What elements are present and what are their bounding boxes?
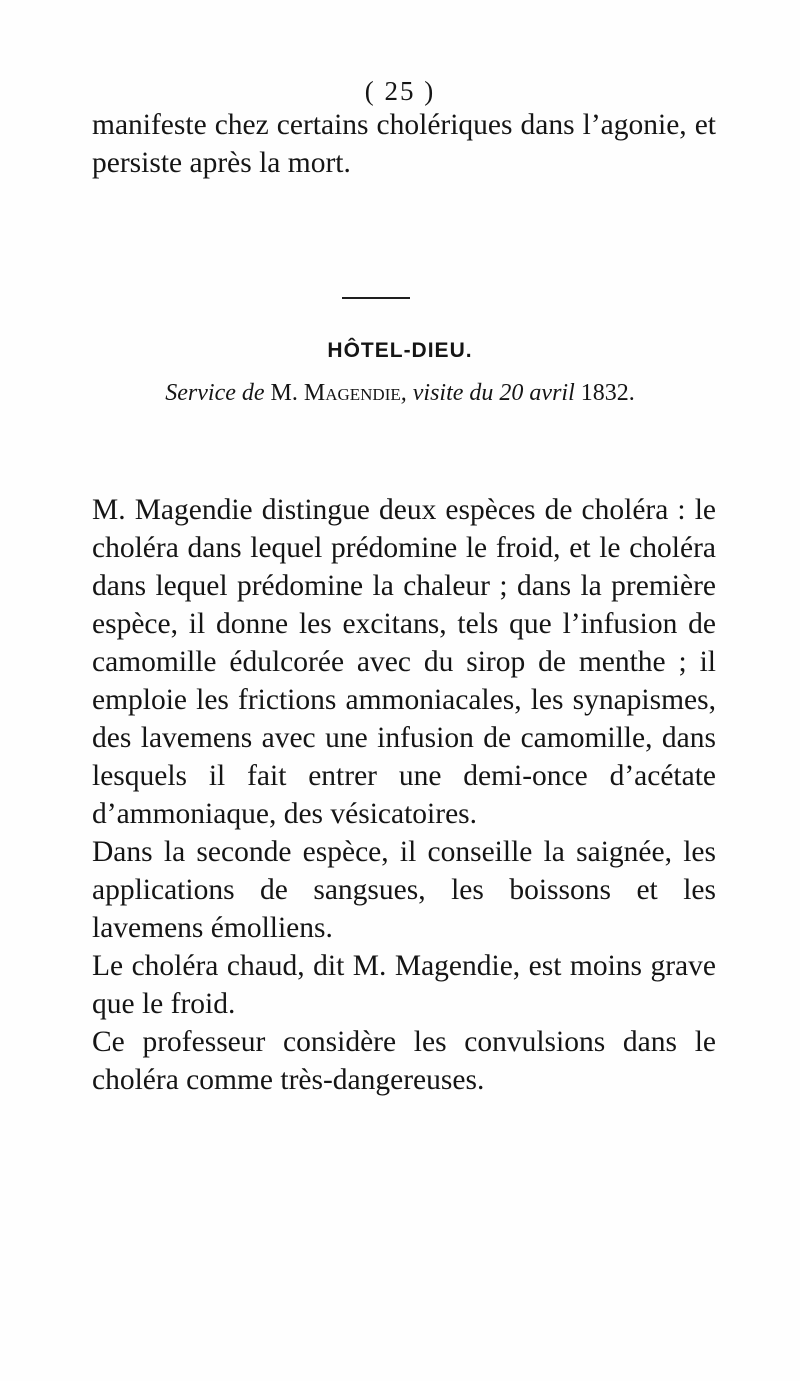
section-heading: HÔTEL-DIEU. — [327, 339, 473, 362]
service-prefix: Service de — [165, 380, 265, 406]
visit-date: , visite du 20 avril — [400, 380, 575, 406]
intro-text — [92, 106, 716, 182]
paragraph-convulsions: Ce professeur considère les convulsions dans le choléra comme très-dangereuses. — [92, 1026, 716, 1096]
intro-paragraph: manifeste chez certains cholériques dans l’agonie, et persiste après la mort. — [92, 109, 716, 179]
doctor-name: Magendie — [303, 380, 401, 406]
paragraph-hot-cholera: Le choléra chaud, dit M. Magendie, est moins grave que le froid. — [92, 950, 716, 1020]
section-divider — [342, 297, 410, 299]
doctor-prefix: M. — [270, 380, 298, 406]
paragraph-second-species: Dans la seconde espèce, il conseille la saignée, les applications de sangsues, les boissons et les lavemens émolliens. — [92, 836, 716, 944]
paragraph-species: M. Magendie distingue deux espèces de choléra : le choléra dans lequel prédomine le froid, et le choléra dans lequel prédomine la chaleur ; dans la première espèce, il donne les excitans, tels que l’infusion de camomille édulcorée avec du sirop de menthe ; il emploie les frictions ammoniacales, les synapismes, des lavemens avec une infusion de camomille, dans lesquels il fait entrer une demi-once d’acétate d’ammoniaque, des vésicatoires. — [92, 494, 716, 830]
service-line — [0, 380, 800, 407]
body-text — [92, 491, 716, 1099]
visit-year: 1832. — [580, 380, 635, 406]
page-number: ( 25 ) — [364, 76, 436, 106]
